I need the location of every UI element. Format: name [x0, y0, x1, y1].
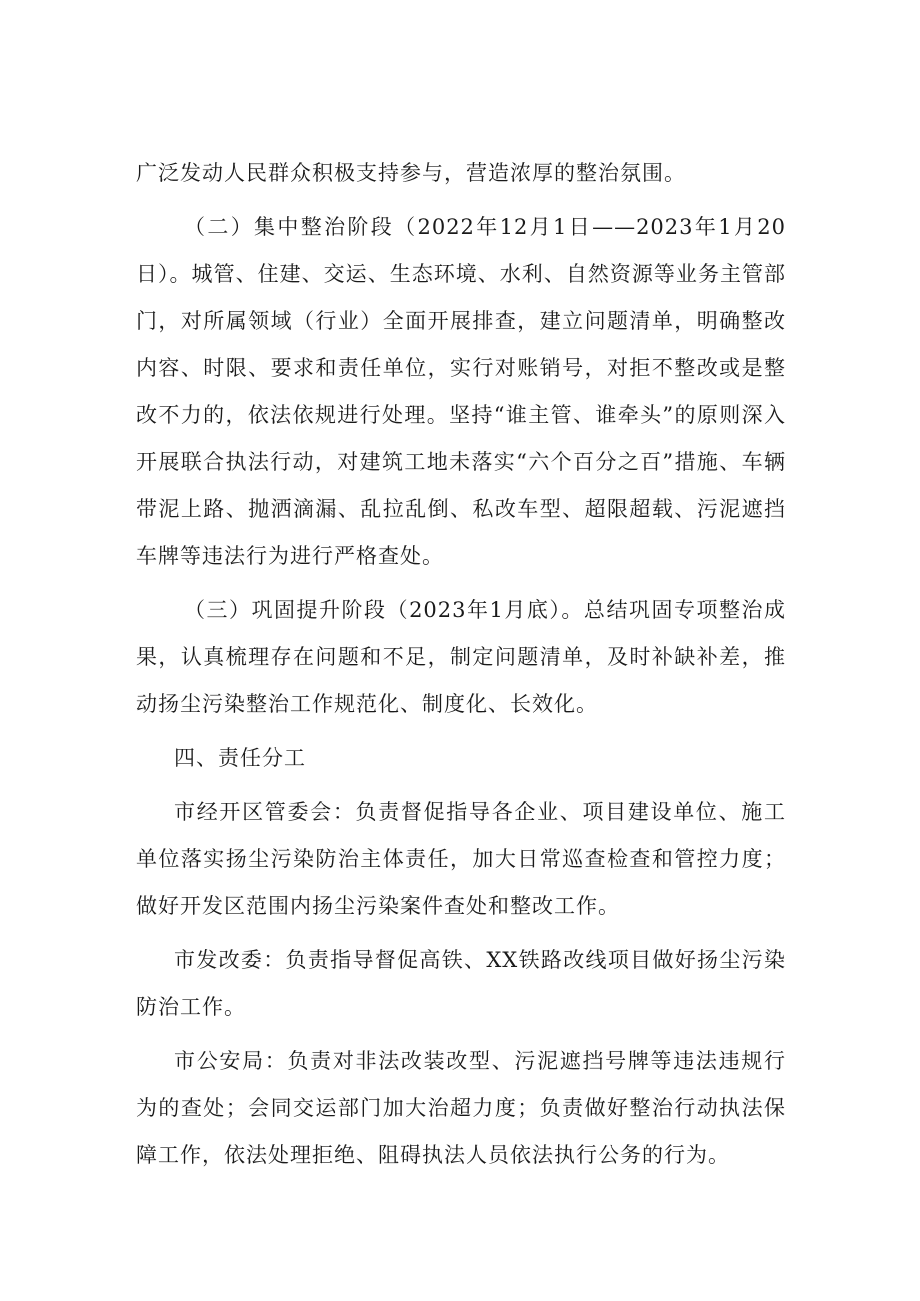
paragraph-stage-2: （二）集中整治阶段（2022年12月1日——2023年1月20日）。城管、住建、交运、生态环境、水利、自然资源等业务主管部门，对所属领域（行业）全面开展排查，建立问题清单，明确整改内容、时限、要求和责任单位，实行对账销号，对拒不整改或是整改不力的，依法依规进行处理。坚持“谁主管、谁牵头”的原则深入开展联合执法行动，对建筑工地未落实“六个百分之百”措施、车辆带泥上路、抛洒滴漏、乱拉乱倒、私改车型、超限超载、污泥遮挡车牌等违法行为进行严格查处。: [136, 215, 786, 568]
section-heading-responsibilities: 四、责任分工: [174, 746, 306, 770]
paragraph-kaifaqu: 市经开区管委会：负责督促指导各企业、项目建设单位、施工单位落实扬尘污染防治主体责任，加大日常巡查检查和管控力度；做好开发区范围内扬尘污染案件查处和整改工作。: [136, 800, 786, 918]
paragraph-fagaiwei: 市发改委：负责指导督促高铁、XX铁路改线项目做好扬尘污染防治工作。: [136, 948, 786, 1019]
paragraph-intro-tail: 广泛发动人民群众积极支持参与，营造浓厚的整治氛围。: [136, 161, 686, 185]
paragraph-gonganju: 市公安局：负责对非法改装改型、污泥遮挡号牌等违法违规行为的查处；会同交运部门加大治超力度；负责做好整治行动执法保障工作，依法处理拒绝、阻碍执法人员依法执行公务的行为。: [136, 1049, 786, 1167]
document-body: [136, 150, 786, 1179]
paragraph-stage-3: （三）巩固提升阶段（2023年1月底）。总结巩固专项整治成果，认真梳理存在问题和不足，制定问题清单，及时补缺补差，推动扬尘污染整治工作规范化、制度化、长效化。: [136, 598, 786, 716]
